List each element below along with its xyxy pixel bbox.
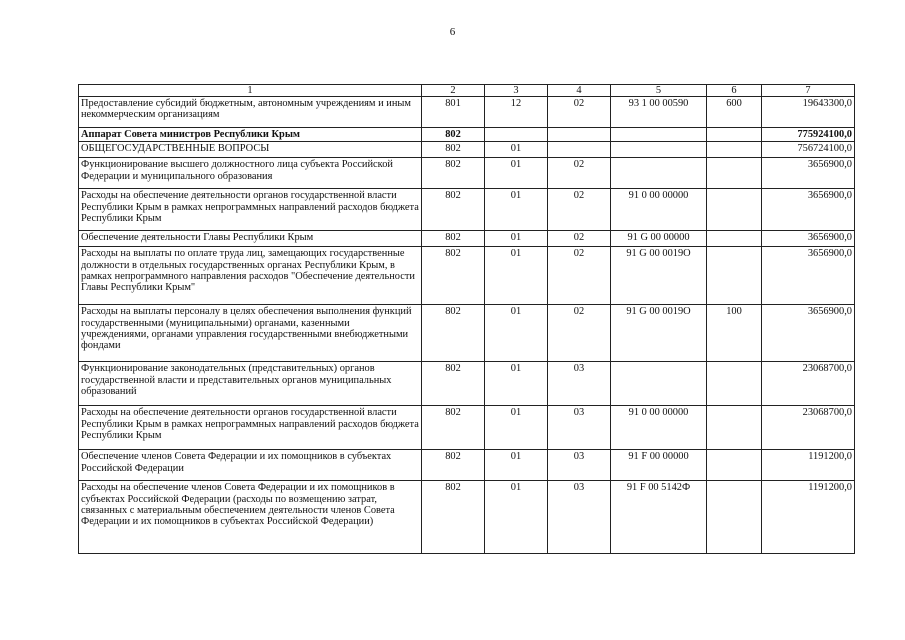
row-ministry-code: 802 [422, 231, 485, 247]
row-section-code: 12 [485, 97, 548, 128]
row-name: Предоставление субсидий бюджетным, автономным учреждениям и иным некоммерческим организациям [79, 97, 422, 128]
row-section-code: 01 [485, 362, 548, 406]
row-amount: 3656900,0 [762, 305, 855, 362]
row-expense-type [707, 362, 762, 406]
row-amount: 1191200,0 [762, 481, 855, 554]
row-amount: 23068700,0 [762, 406, 855, 450]
row-amount: 3656900,0 [762, 247, 855, 305]
row-subsection-code: 02 [548, 158, 611, 189]
row-expense-type: 100 [707, 305, 762, 362]
row-amount: 3656900,0 [762, 158, 855, 189]
row-expense-type [707, 247, 762, 305]
row-amount: 19643300,0 [762, 97, 855, 128]
row-subsection-code: 02 [548, 231, 611, 247]
row-target-article: 91 F 00 00000 [611, 450, 707, 481]
row-expense-type [707, 450, 762, 481]
row-amount: 3656900,0 [762, 189, 855, 231]
row-section-code: 01 [485, 305, 548, 362]
table-row [79, 247, 855, 305]
row-subsection-code [548, 142, 611, 158]
column-header: 7 [762, 85, 855, 97]
row-name: Расходы на обеспечение членов Совета Федерации и их помощников в субъектах Российской Федерации (расходы по возмещению затрат, связанных с материальным обеспечением деятельности членов Совета Федерации и их помощников в субъектах Российской Федерации) [79, 481, 422, 554]
table-row [79, 362, 855, 406]
row-name: Расходы на обеспечение деятельности органов государственной власти Республики Крым в рамках непрограммных направлений расходов бюджета Республики Крым [79, 189, 422, 231]
row-name: Обеспечение деятельности Главы Республики Крым [79, 231, 422, 247]
row-name: Аппарат Совета министров Республики Крым [79, 128, 422, 142]
row-target-article [611, 128, 707, 142]
row-ministry-code: 802 [422, 362, 485, 406]
row-amount: 1191200,0 [762, 450, 855, 481]
row-section-code: 01 [485, 481, 548, 554]
row-ministry-code: 802 [422, 142, 485, 158]
row-section-code: 01 [485, 450, 548, 481]
row-target-article: 91 G 00 0019О [611, 247, 707, 305]
row-subsection-code [548, 128, 611, 142]
row-subsection-code: 03 [548, 450, 611, 481]
row-expense-type [707, 406, 762, 450]
row-ministry-code: 802 [422, 406, 485, 450]
row-subsection-code: 02 [548, 189, 611, 231]
page-number: 6 [449, 26, 456, 38]
column-header: 2 [422, 85, 485, 97]
row-name: Расходы на выплаты по оплате труда лиц, замещающих государственные должности в отдельных государственных органах Республики Крым, в рамках непрограммного направления расходов "Обеспечение деятельности Главы Республики Крым" [79, 247, 422, 305]
column-header: 3 [485, 85, 548, 97]
column-header: 1 [79, 85, 422, 97]
row-subsection-code: 03 [548, 481, 611, 554]
row-section-code: 01 [485, 189, 548, 231]
row-ministry-code: 802 [422, 450, 485, 481]
row-ministry-code: 802 [422, 247, 485, 305]
row-section-code: 01 [485, 247, 548, 305]
row-expense-type [707, 231, 762, 247]
row-amount: 775924100,0 [762, 128, 855, 142]
row-subsection-code: 03 [548, 406, 611, 450]
row-name: Обеспечение членов Совета Федерации и их помощников в субъектах Российской Федерации [79, 450, 422, 481]
row-target-article: 91 G 00 00000 [611, 231, 707, 247]
row-ministry-code: 802 [422, 128, 485, 142]
row-name: ОБЩЕГОСУДАРСТВЕННЫЕ ВОПРОСЫ [79, 142, 422, 158]
row-section-code: 01 [485, 158, 548, 189]
row-ministry-code: 802 [422, 189, 485, 231]
budget-table [78, 84, 855, 554]
row-ministry-code: 802 [422, 158, 485, 189]
row-expense-type [707, 128, 762, 142]
table-row [79, 305, 855, 362]
table-row [79, 481, 855, 554]
row-target-article [611, 158, 707, 189]
row-section-code: 01 [485, 406, 548, 450]
column-header: 5 [611, 85, 707, 97]
column-header: 4 [548, 85, 611, 97]
row-expense-type [707, 142, 762, 158]
row-section-code [485, 128, 548, 142]
table-row [79, 406, 855, 450]
column-header: 6 [707, 85, 762, 97]
row-target-article: 91 G 00 0019О [611, 305, 707, 362]
row-name: Функционирование высшего должностного лица субъекта Российской Федерации и муниципального образования [79, 158, 422, 189]
table-row [79, 142, 855, 158]
row-ministry-code: 802 [422, 305, 485, 362]
row-target-article [611, 362, 707, 406]
table-row [79, 189, 855, 231]
row-subsection-code: 02 [548, 305, 611, 362]
row-amount: 756724100,0 [762, 142, 855, 158]
row-ministry-code: 801 [422, 97, 485, 128]
row-section-code: 01 [485, 231, 548, 247]
table-row [79, 128, 855, 142]
table-row [79, 450, 855, 481]
table-row [79, 97, 855, 128]
row-expense-type [707, 189, 762, 231]
table-row [79, 158, 855, 189]
row-name: Расходы на обеспечение деятельности органов государственной власти Республики Крым в рамках непрограммных направлений расходов бюджета Республики Крым [79, 406, 422, 450]
row-target-article: 93 1 00 00590 [611, 97, 707, 128]
row-subsection-code: 02 [548, 247, 611, 305]
row-expense-type [707, 481, 762, 554]
row-target-article: 91 0 00 00000 [611, 189, 707, 231]
row-expense-type: 600 [707, 97, 762, 128]
table-row [79, 231, 855, 247]
row-name: Функционирование законодательных (представительных) органов государственной власти и представительных органов муниципальных образований [79, 362, 422, 406]
row-ministry-code: 802 [422, 481, 485, 554]
row-target-article: 91 F 00 5142Ф [611, 481, 707, 554]
header-row [79, 85, 855, 97]
row-subsection-code: 03 [548, 362, 611, 406]
row-section-code: 01 [485, 142, 548, 158]
row-amount: 3656900,0 [762, 231, 855, 247]
row-name: Расходы на выплаты персоналу в целях обеспечения выполнения функций государственными (муниципальными) органами, казенными учреждениями, органами управления государственными внебюджетными фондами [79, 305, 422, 362]
row-target-article [611, 142, 707, 158]
row-amount: 23068700,0 [762, 362, 855, 406]
row-target-article: 91 0 00 00000 [611, 406, 707, 450]
row-expense-type [707, 158, 762, 189]
row-subsection-code: 02 [548, 97, 611, 128]
